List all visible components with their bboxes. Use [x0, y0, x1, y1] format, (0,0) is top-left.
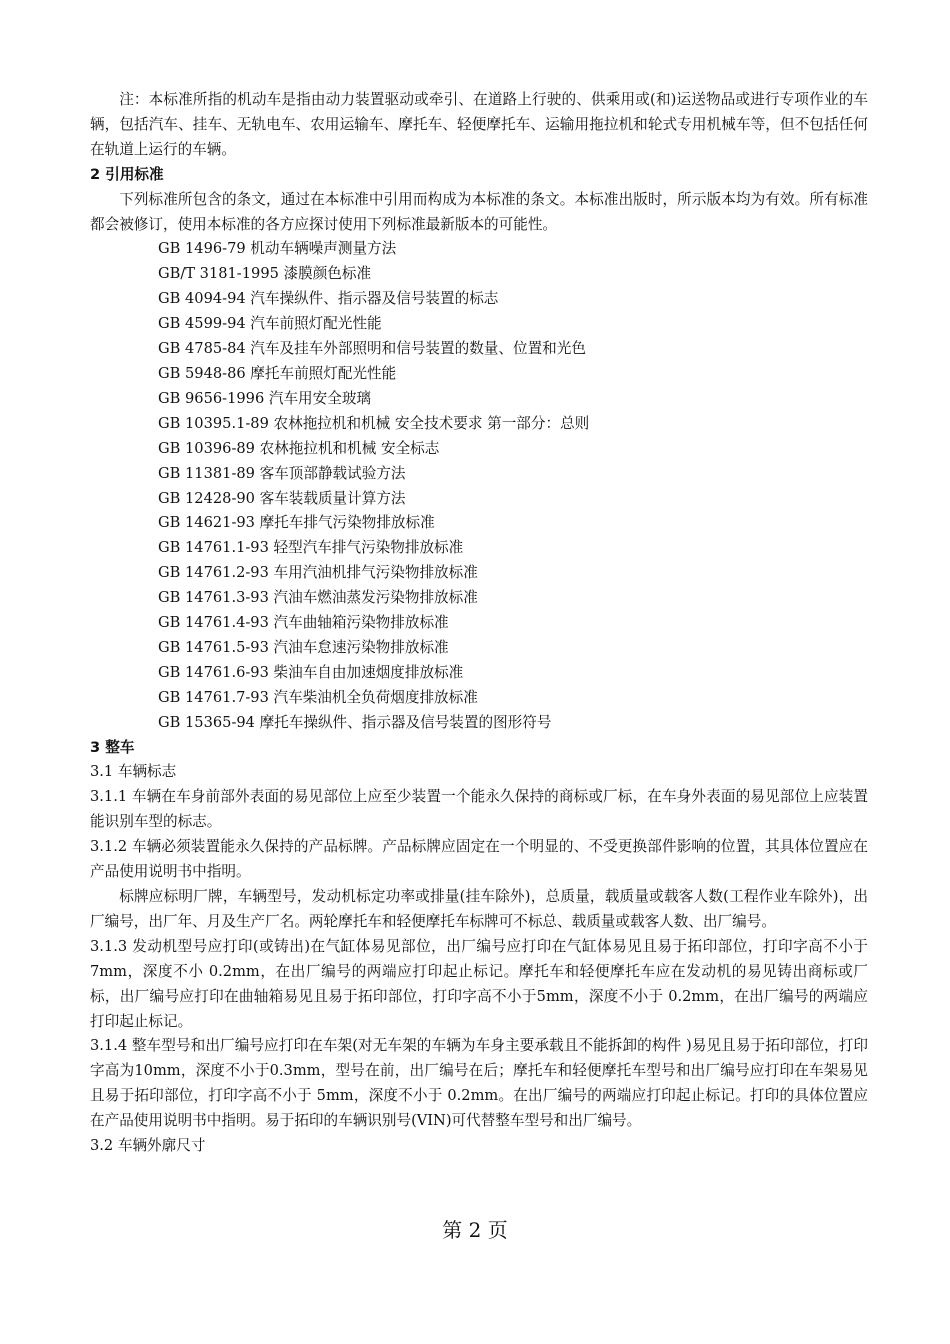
- section-heading-referenced-standards: 2 引用标准: [90, 165, 164, 183]
- standard-ref-item: GB 4094-94 汽车操纵件、指示器及信号装置的标志: [158, 290, 499, 308]
- standard-ref-item: GB 14761.5-93 汽油车怠速污染物排放标准: [158, 638, 449, 656]
- clause-3-1-2: 3.1.2 车辆必须装置能永久保持的产品标牌。产品标牌应固定在一个明显的、不受更换部件影响的位置，其具体位置应在产品使用说明书中指明。: [90, 838, 868, 881]
- standard-ref-item: GB 14761.6-93 柴油车自由加速烟度排放标准: [158, 663, 464, 681]
- standard-ref-item: GB/T 3181-1995 漆膜颜色标准: [158, 265, 372, 283]
- standard-ref-item: GB 14761.3-93 汽油车燃油蒸发污染物排放标准: [158, 589, 478, 607]
- standard-ref-item: GB 5948-86 摩托车前照灯配光性能: [158, 364, 397, 382]
- standard-ref-item: GB 15365-94 摩托车操纵件、指示器及信号装置的图形符号: [158, 713, 552, 731]
- standard-ref-item: GB 11381-89 客车顶部静载试验方法: [158, 464, 406, 482]
- standard-ref-item: GB 9656-1996 汽车用安全玻璃: [158, 389, 372, 407]
- standard-ref-item: GB 10395.1-89 农林拖拉机和机械 安全技术要求 第一部分：总则: [158, 414, 590, 432]
- section-heading-vehicle: 3 整车: [90, 738, 135, 756]
- referenced-standards-intro: 下列标准所包含的条文，通过在本标准中引用而构成为本标准的条文。本标准出版时，所示版本均为有效。所有标准都会被修订，使用本标准的各方应探讨使用下列标准最新版本的可能性。: [90, 190, 868, 233]
- standard-ref-item: GB 1496-79 机动车辆噪声测量方法: [158, 240, 397, 258]
- standard-ref-item: GB 12428-90 客车装载质量计算方法: [158, 489, 406, 507]
- document-body: [90, 88, 868, 1159]
- clause-3-1-1: 3.1.1 车辆在车身前部外表面的易见部位上应至少装置一个能永久保持的商标或厂标，在车身外表面的易见部位上应装置能识别车型的标志。: [90, 788, 868, 831]
- page-number: 第 2 页: [442, 1218, 508, 1242]
- standard-ref-item: GB 14761.7-93 汽车柴油机全负荷烟度排放标准: [158, 688, 478, 706]
- referenced-standards-list: [90, 237, 868, 735]
- scope-note: 注：本标准所指的机动车是指由动力装置驱动或牵引、在道路上行驶的、供乘用或(和)运送物品或进行专项作业的车辆，包括汽车、挂车、无轨电车、农用运输车、摩托车、轻便摩托车、运输用拖拉机和轮式专用机械车等，但不包括任何在轨道上运行的车辆。: [90, 91, 868, 158]
- standard-ref-item: GB 4599-94 汽车前照灯配光性能: [158, 315, 382, 333]
- standard-ref-item: GB 10396-89 农林拖拉机和机械 安全标志: [158, 439, 440, 457]
- clause-3-1-2-nameplate-content: 标牌应标明厂牌，车辆型号，发动机标定功率或排量(挂车除外)，总质量，载质量或载客人数(工程作业车除外)，出厂编号，出厂年、月及生产厂名。两轮摩托车和轻便摩托车标牌可不标总、载质量或载客人数、出厂编号。: [90, 888, 868, 930]
- clause-3-1-3: 3.1.3 发动机型号应打印(或铸出)在气缸体易见部位，出厂编号应打印在气缸体易见且易于拓印部位，打印字高不小于 7mm，深度不小 0.2mm，在出厂编号的两端应打印起止标记。摩托车和轻便摩托车应在发动机的易见铸出商标或厂标，出厂编号应打印在曲轴箱易见且易于拓印部位，打印字高不小于5mm，深度不小于 0.2mm，在出厂编号的两端应打印起止标记。: [90, 937, 868, 1030]
- standard-ref-item: GB 14621-93 摩托车排气污染物排放标准: [158, 514, 435, 532]
- standard-ref-item: GB 14761.2-93 车用汽油机排气污染物排放标准: [158, 564, 478, 582]
- standard-ref-item: GB 14761.1-93 轻型汽车排气污染物排放标准: [158, 539, 464, 557]
- standard-ref-item: GB 14761.4-93 汽车曲轴箱污染物排放标准: [158, 614, 449, 632]
- subsection-heading-vehicle-marking: 3.1 车辆标志: [90, 763, 177, 781]
- subsection-heading-vehicle-dimensions: 3.2 车辆外廓尺寸: [90, 1137, 206, 1155]
- clause-3-1-4: 3.1.4 整车型号和出厂编号应打印在车架(对无车架的车辆为车身主要承载且不能拆卸的构件 )易见且易于拓印部位，打印字高为10mm，深度不小于0.3mm，型号在前，出厂编号在后；摩托车和轻便摩托车型号和出厂编号应打印在车架易见且易于拓印部位，打印字高不小于 5mm，深度不小于 0.2mm。在出厂编号的两端应打印起止标记。打印的具体位置应在产品使用说明书中指明。易于拓印的车辆识别号(VIN)可代替整车型号和出厂编号。: [90, 1037, 868, 1130]
- standard-ref-item: GB 4785-84 汽车及挂车外部照明和信号装置的数量、位置和光色: [158, 340, 586, 358]
